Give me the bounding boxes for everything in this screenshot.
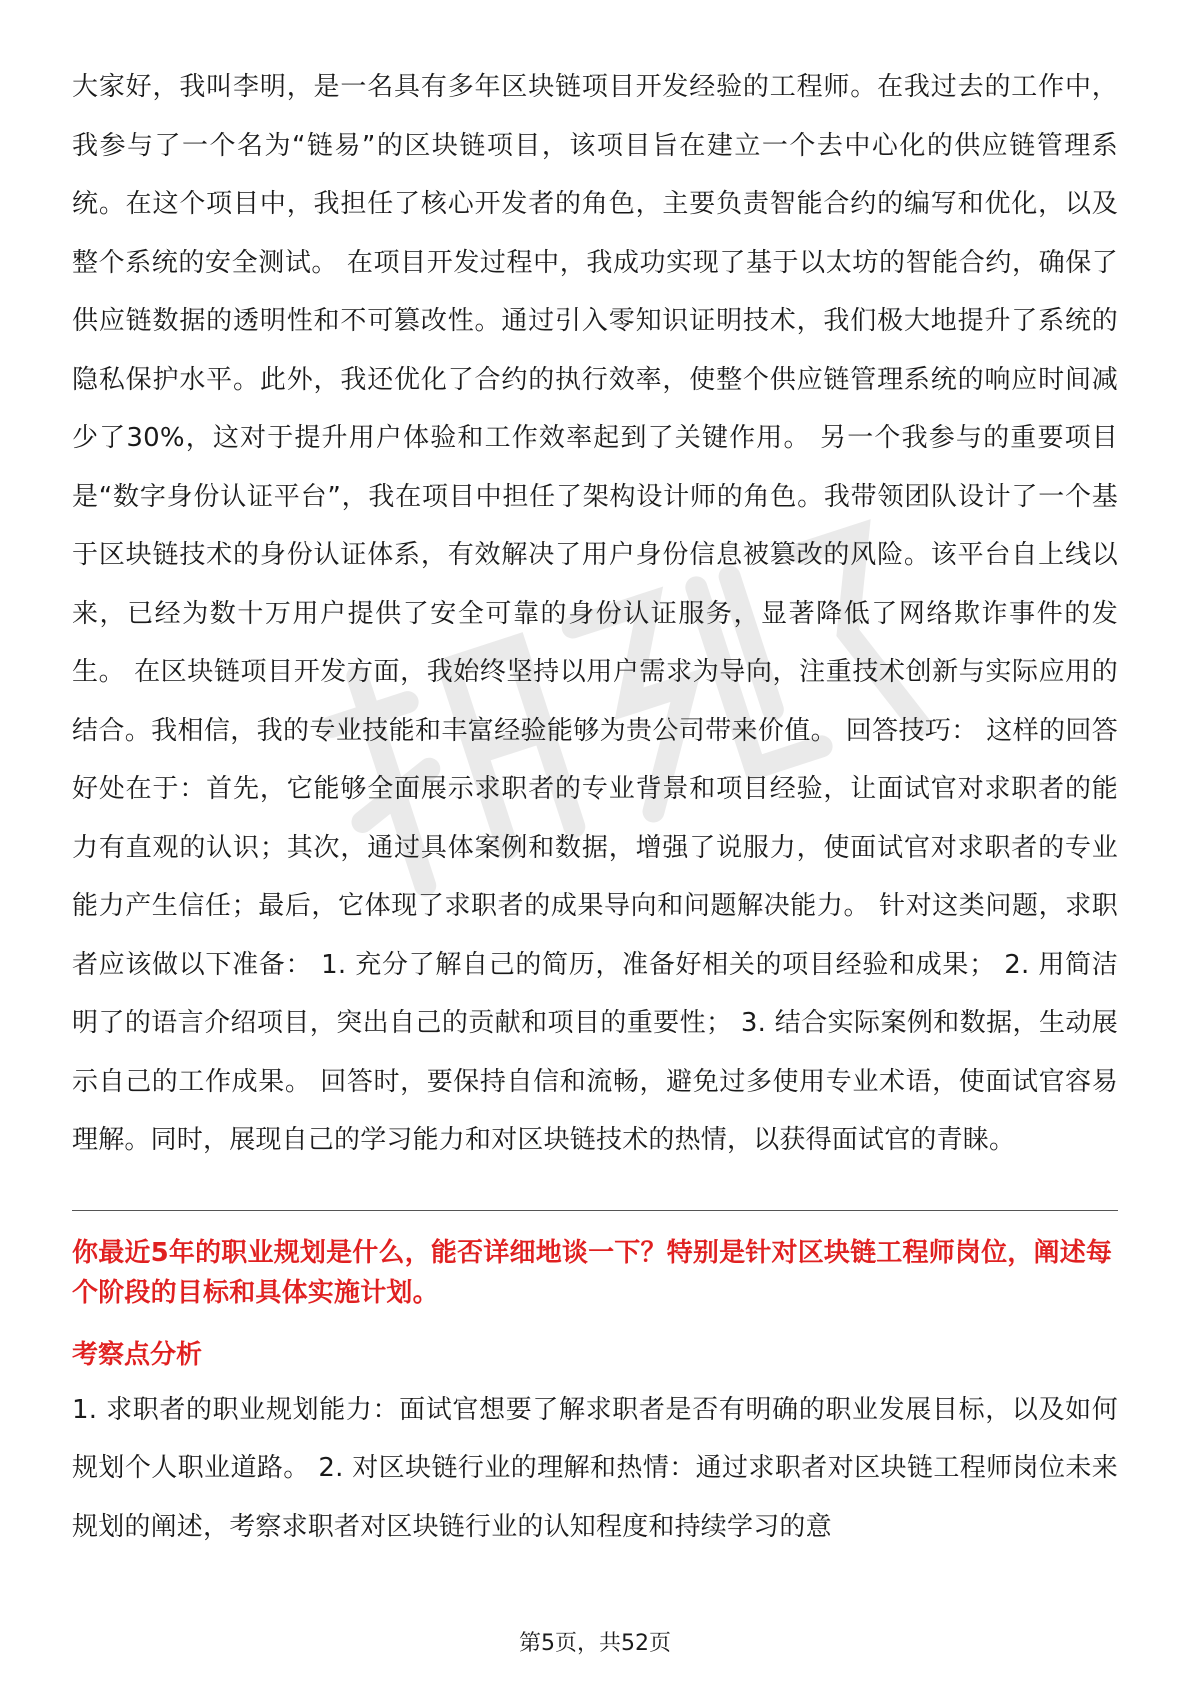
section-title: 考察点分析 — [72, 1339, 203, 1370]
page-content — [72, 58, 1118, 1556]
question-heading: 你最近5年的职业规划是什么，能否详细地谈一下？特别是针对区块链工程师岗位，阐述每个阶段的目标和具体实施计划。 — [72, 1237, 1113, 1308]
page-footer: 第5页，共52页 — [519, 1631, 671, 1656]
section-divider — [72, 1210, 1118, 1211]
analysis-paragraph: 1. 求职者的职业规划能力：面试官想要了解求职者是否有明确的职业发展目标，以及如何规划个人职业道路。 2. 对区块链行业的理解和热情：通过求职者对区块链工程师岗位未来规划的阐述，考察求职者对区块链行业的认知程度和持续学习的意 — [72, 1394, 1118, 1542]
body-paragraph: 大家好，我叫李明，是一名具有多年区块链项目开发经验的工程师。在我过去的工作中，我参与了一个名为“链易”的区块链项目，该项目旨在建立一个去中心化的供应链管理系统。在这个项目中，我担任了核心开发者的角色，主要负责智能合约的编写和优化，以及整个系统的安全测试。 在项目开发过程中，我成功实现了基于以太坊的智能合约，确保了供应链数据的透明性和不可篡改性。通过引入零知识证明技术，我们极大地提升了系统的隐私保护水平。此外，我还优化了合约的执行效率，使整个供应链管理系统的响应时间减少了30%，这对于提升用户体验和工作效率起到了关键作用。 另一个我参与的重要项目是“数字身份认证平台”，我在项目中担任了架构设计师的角色。我带领团队设计了一个基于区块链技术的身份认证体系，有效解决了用户身份信息被篡改的风险。该平台自上线以来，已经为数十万用户提供了安全可靠的身份认证服务，显著降低了网络欺诈事件的发生。 在区块链项目开发方面，我始终坚持以用户需求为导向，注重技术创新与实际应用的结合。我相信，我的专业技能和丰富经验能够为贵公司带来价值。 回答技巧： 这样的回答好处在于：首先，它能够全面展示求职者的专业背景和项目经验，让面试官对求职者的能力有直观的认识；其次，通过具体案例和数据，增强了说服力，使面试官对求职者的专业能力产生信任；最后，它体现了求职者的成果导向和问题解决能力。 针对这类问题，求职者应该做以下准备： 1. 充分了解自己的简历，准备好相关的项目经验和成果； 2. 用简洁明了的语言介绍项目，突出自己的贡献和项目的重要性； 3. 结合实际案例和数据，生动展示自己的工作成果。 回答时，要保持自信和流畅，避免过多使用专业术语，使面试官容易理解。同时，展现自己的学习能力和对区块链技术的热情，以获得面试官的青睐。 — [72, 72, 1118, 1155]
